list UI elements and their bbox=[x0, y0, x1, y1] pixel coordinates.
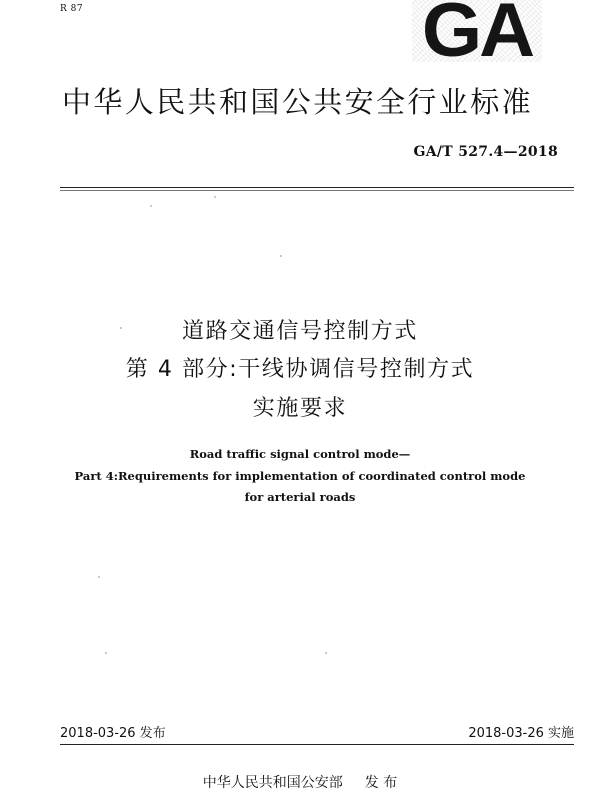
effective-date: 2018-03-26 实施 bbox=[468, 726, 574, 741]
scan-speck bbox=[105, 652, 107, 654]
title-cn-line3: 实施要求 bbox=[252, 396, 348, 421]
publisher-name: 中华人民共和国公安部 bbox=[202, 775, 343, 791]
footer-divider bbox=[60, 744, 574, 745]
title-en-line1: Road traffic signal control mode— bbox=[189, 447, 411, 461]
scan-speck bbox=[150, 205, 152, 207]
title-cn-line2: 第 4 部分:干线协调信号控制方式 bbox=[125, 357, 475, 382]
title-en-line2: Part 4:Requirements for implementation of coordinated control mode bbox=[74, 469, 526, 483]
scan-speck bbox=[214, 196, 216, 198]
ga-logo bbox=[412, 0, 542, 73]
header-divider-thick bbox=[60, 187, 574, 188]
org-title: 中华人民共和国公共安全行业标准 bbox=[62, 85, 534, 119]
publisher-action: 发 布 bbox=[364, 775, 398, 791]
issue-date: 2018-03-26 发布 bbox=[60, 726, 166, 741]
scan-speck bbox=[120, 327, 122, 329]
standard-number: GA/T 527.4—2018 bbox=[413, 144, 558, 160]
title-en-line3: for arterial roads bbox=[244, 490, 356, 504]
scan-speck bbox=[325, 652, 327, 654]
scan-speck bbox=[280, 255, 282, 257]
publisher-line bbox=[0, 772, 600, 792]
title-cn-line1: 道路交通信号控制方式 bbox=[181, 319, 418, 344]
logo-text: GA bbox=[421, 0, 533, 73]
classification-code: R 87 bbox=[60, 4, 84, 14]
scan-speck bbox=[98, 576, 100, 578]
header-divider-thin bbox=[60, 190, 574, 191]
